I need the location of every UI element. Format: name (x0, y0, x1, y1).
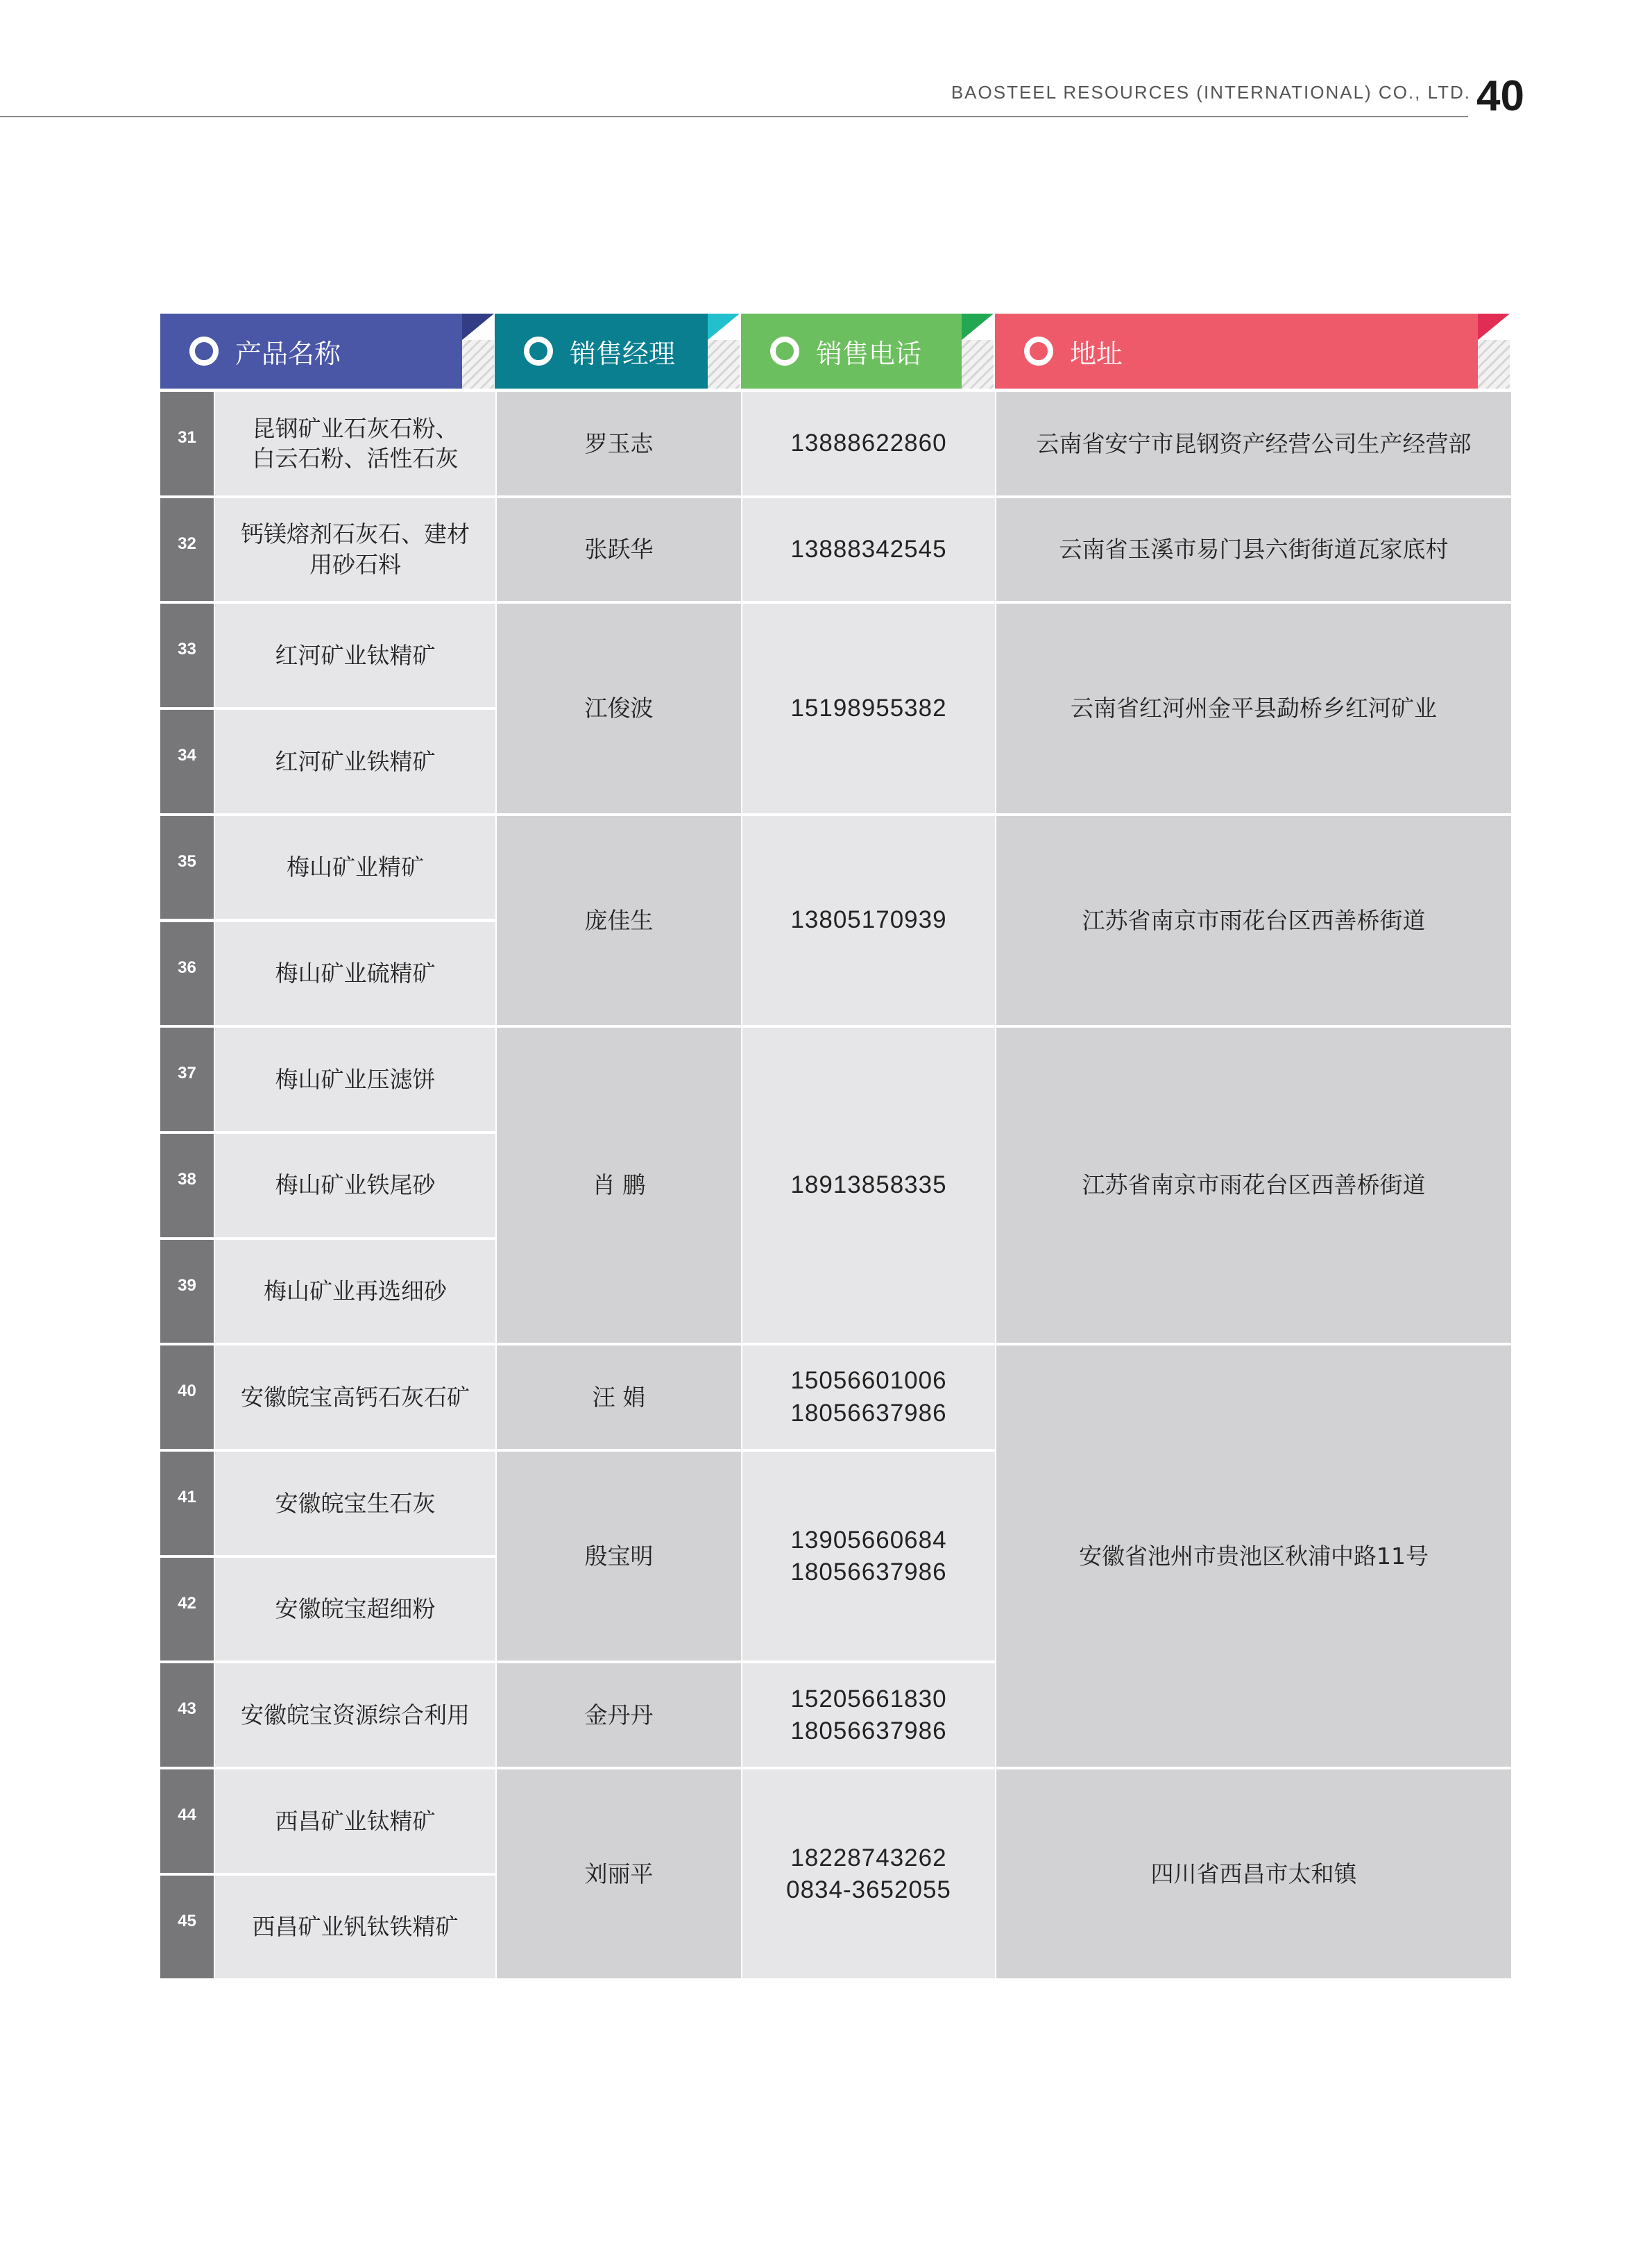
product-cell (215, 1345, 495, 1449)
header-stripes (708, 340, 740, 389)
header-rule (0, 116, 1468, 117)
manager-cell (497, 1028, 741, 1343)
phone-cell (742, 498, 995, 602)
company-name: BAOSTEEL RESOURCES (INTERNATIONAL) CO., LTD. (951, 82, 1471, 103)
address-cell-text: 四川省西昌市太和镇 (1150, 1860, 1357, 1888)
product-cell-text: 梅山矿业精矿 (287, 854, 424, 881)
column-header-address (995, 314, 1510, 389)
product-cell-text: 安徽皖宝生石灰 (275, 1489, 436, 1517)
header-fold-corner (462, 314, 494, 340)
column-header-manager-bar (495, 314, 708, 389)
row-number: 36 (160, 922, 214, 1026)
product-cell-text: 梅山矿业铁尾砂 (275, 1171, 436, 1199)
manager-cell (497, 1769, 741, 1978)
phone-cell (742, 1663, 995, 1767)
address-cell-text: 云南省红河州金平县勐桥乡红河矿业 (1071, 695, 1437, 722)
row-number: 41 (160, 1452, 214, 1555)
manager-cell-text: 汪 娟 (592, 1383, 646, 1411)
product-cell (215, 498, 495, 602)
manager-cell (497, 604, 741, 813)
product-cell-text: 红河矿业钛精矿 (275, 641, 436, 669)
product-cell (215, 1240, 495, 1343)
product-cell (215, 710, 495, 813)
row-number: 43 (160, 1663, 214, 1767)
address-cell-text: 江苏省南京市雨花台区西善桥街道 (1082, 1171, 1426, 1199)
product-cell (215, 1134, 495, 1237)
address-cell (996, 816, 1511, 1025)
product-cell-text: 西昌矿业钒钛铁精矿 (252, 1913, 459, 1941)
row-number: 31 (160, 392, 214, 495)
manager-cell-text: 庞佳生 (584, 906, 654, 934)
row-number: 35 (160, 816, 214, 919)
column-header-manager-label: 销售经理 (570, 338, 676, 369)
product-cell-text: 西昌矿业钛精矿 (275, 1807, 436, 1835)
phone-cell-text: 15056601006 18056637986 (790, 1367, 947, 1427)
product-cell-text: 昆钢矿业石灰石粉、 白云石粉、活性石灰 (252, 414, 459, 473)
product-cell-text: 梅山矿业硫精矿 (275, 960, 436, 987)
address-cell-text: 安徽省池州市贵池区秋浦中路11号 (1079, 1542, 1429, 1570)
row-number: 34 (160, 710, 214, 813)
phone-cell-text: 13805170939 (790, 906, 947, 934)
phone-cell (742, 1345, 995, 1449)
address-cell (996, 1769, 1511, 1978)
phone-cell-text: 15205661830 18056637986 (790, 1685, 947, 1744)
address-cell (996, 1345, 1511, 1767)
header-stripes (962, 340, 994, 389)
address-cell (996, 1028, 1511, 1343)
product-cell-text: 钙镁熔剂石灰石、建材 用砂石料 (241, 520, 470, 579)
column-header-manager (495, 314, 740, 389)
row-number: 39 (160, 1240, 214, 1343)
header-fold-corner (1478, 314, 1510, 340)
phone-cell-text: 18228743262 0834-3652055 (786, 1844, 951, 1903)
row-number: 37 (160, 1028, 214, 1131)
column-header-address-bar (995, 314, 1478, 389)
product-cell (215, 1769, 495, 1873)
phone-cell (742, 1769, 995, 1978)
phone-cell (742, 392, 995, 495)
product-cell (215, 816, 495, 919)
circle-icon (770, 337, 799, 366)
manager-cell (497, 1345, 741, 1449)
phone-cell (742, 816, 995, 1025)
address-cell-text: 云南省安宁市昆钢资产经营公司生产经营部 (1036, 430, 1472, 457)
row-number: 33 (160, 604, 214, 707)
circle-icon (524, 337, 553, 366)
header-fold-corner (962, 314, 994, 340)
manager-cell-text: 殷宝明 (584, 1542, 654, 1570)
address-cell-text: 云南省玉溪市易门县六街街道瓦家底村 (1059, 536, 1449, 563)
manager-cell (497, 392, 741, 495)
product-cell-text: 安徽皖宝超细粉 (275, 1595, 436, 1623)
phone-cell (742, 1028, 995, 1343)
product-cell (215, 1558, 495, 1661)
manager-cell (497, 816, 741, 1025)
product-cell (215, 922, 495, 1026)
header-fold-corner (708, 314, 740, 340)
row-number: 40 (160, 1345, 214, 1449)
column-header-product-label: 产品名称 (235, 338, 341, 369)
product-cell-text: 安徽皖宝高钙石灰石矿 (241, 1383, 470, 1411)
address-cell (996, 392, 1511, 495)
phone-cell-text: 13888342545 (790, 535, 947, 563)
row-number: 32 (160, 498, 214, 602)
product-cell-text: 梅山矿业再选细砂 (264, 1277, 447, 1305)
product-cell-text: 梅山矿业压滤饼 (275, 1065, 436, 1093)
header-stripes (1478, 340, 1510, 389)
row-number: 45 (160, 1876, 214, 1979)
row-number: 42 (160, 1558, 214, 1661)
product-cell (215, 1663, 495, 1767)
address-cell (996, 604, 1511, 813)
manager-cell-text: 罗玉志 (584, 430, 654, 457)
phone-cell-text: 13888622860 (790, 430, 947, 457)
circle-icon (1024, 337, 1053, 366)
product-cell (215, 392, 495, 495)
column-header-phone-bar (741, 314, 962, 389)
column-header-address-label: 地址 (1070, 338, 1123, 369)
page-number: 40 (1476, 72, 1524, 120)
phone-cell-text: 13905660684 18056637986 (790, 1526, 947, 1586)
product-cell-text: 红河矿业铁精矿 (275, 747, 436, 775)
row-number: 38 (160, 1134, 214, 1237)
phone-cell (742, 1452, 995, 1661)
product-cell (215, 1452, 495, 1555)
product-cell-text: 安徽皖宝资源综合利用 (241, 1701, 470, 1729)
column-header-product-bar (160, 314, 462, 389)
product-cell (215, 604, 495, 707)
address-cell (996, 498, 1511, 602)
manager-cell-text: 刘丽平 (584, 1860, 654, 1888)
product-cell (215, 1876, 495, 1979)
header-stripes (462, 340, 494, 389)
manager-cell (497, 1452, 741, 1661)
phone-cell (742, 604, 995, 813)
manager-cell (497, 1663, 741, 1767)
column-header-product (160, 314, 494, 389)
manager-cell-text: 江俊波 (584, 695, 654, 722)
phone-cell-text: 18913858335 (790, 1171, 947, 1199)
manager-cell-text: 肖 鹏 (592, 1171, 646, 1199)
product-cell (215, 1028, 495, 1131)
circle-icon (189, 337, 219, 366)
row-number: 44 (160, 1769, 214, 1873)
column-header-phone (741, 314, 994, 389)
address-cell-text: 江苏省南京市雨花台区西善桥街道 (1082, 906, 1426, 934)
phone-cell-text: 15198955382 (790, 694, 947, 722)
manager-cell-text: 金丹丹 (584, 1701, 654, 1729)
manager-cell (497, 498, 741, 602)
manager-cell-text: 张跃华 (584, 536, 654, 563)
column-header-phone-label: 销售电话 (816, 338, 922, 369)
